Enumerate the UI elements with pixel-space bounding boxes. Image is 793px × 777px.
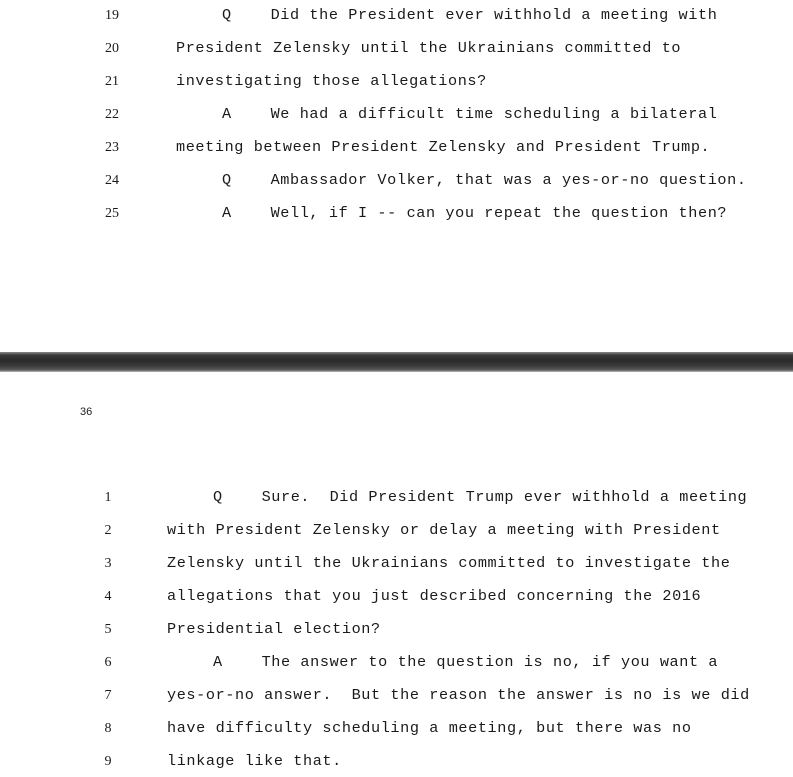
line-number: 6 xyxy=(104,655,112,670)
line-text: meeting between President Zelensky and President Trump. xyxy=(176,138,711,156)
transcript-line xyxy=(0,166,793,196)
transcript-line xyxy=(0,133,793,163)
line-text: investigating those allegations? xyxy=(176,72,487,90)
transcript-line xyxy=(0,34,793,64)
line-number: 1 xyxy=(104,490,112,505)
transcript-page-bottom xyxy=(0,372,793,775)
transcript-line xyxy=(0,516,793,546)
transcript-page-top xyxy=(0,0,793,352)
transcript-line xyxy=(0,648,793,678)
page-break-separator xyxy=(0,352,793,372)
line-text: linkage like that. xyxy=(167,752,342,770)
transcript-line xyxy=(0,615,793,645)
line-text: Q Ambassador Volker, that was a yes-or-no question. xyxy=(222,171,747,189)
line-text: with President Zelensky or delay a meeting with President xyxy=(167,521,721,539)
line-number: 7 xyxy=(104,688,112,703)
line-text: allegations that you just described concerning the 2016 xyxy=(167,587,702,605)
line-number: 8 xyxy=(104,721,112,736)
line-number: 3 xyxy=(104,556,112,571)
line-number: 20 xyxy=(105,41,119,56)
line-text: President Zelensky until the Ukrainians committed to xyxy=(176,39,682,57)
line-number: 19 xyxy=(105,8,119,23)
line-text: Q Sure. Did President Trump ever withhold a meeting xyxy=(213,488,748,506)
transcript-line xyxy=(0,582,793,612)
line-number: 22 xyxy=(105,107,119,122)
transcript-line xyxy=(0,100,793,130)
line-number: 25 xyxy=(105,206,119,221)
transcript-line xyxy=(0,67,793,97)
line-number: 21 xyxy=(105,74,119,89)
transcript-line xyxy=(0,1,793,31)
line-number: 4 xyxy=(104,589,112,604)
line-text: A Well, if I -- can you repeat the question then? xyxy=(222,204,728,222)
line-text: Zelensky until the Ukrainians committed to investigate the xyxy=(167,554,731,572)
line-number: 23 xyxy=(105,140,119,155)
line-number: 24 xyxy=(105,173,119,188)
page-number: 36 xyxy=(80,406,93,418)
transcript-line xyxy=(0,549,793,579)
transcript-line xyxy=(0,714,793,744)
transcript-line xyxy=(0,199,793,229)
line-text: yes-or-no answer. But the reason the answer is no is we did xyxy=(167,686,750,704)
transcript-line xyxy=(0,681,793,711)
line-text: Presidential election? xyxy=(167,620,381,638)
line-text: A We had a difficult time scheduling a bilateral xyxy=(222,105,718,123)
line-text: Q Did the President ever withhold a meeting with xyxy=(222,6,718,24)
line-number: 5 xyxy=(104,622,112,637)
line-number: 9 xyxy=(104,754,112,769)
transcript-line xyxy=(0,483,793,513)
transcript-line xyxy=(0,747,793,777)
line-number: 2 xyxy=(104,523,112,538)
line-text: have difficulty scheduling a meeting, but there was no xyxy=(167,719,692,737)
line-text: A The answer to the question is no, if you want a xyxy=(213,653,719,671)
